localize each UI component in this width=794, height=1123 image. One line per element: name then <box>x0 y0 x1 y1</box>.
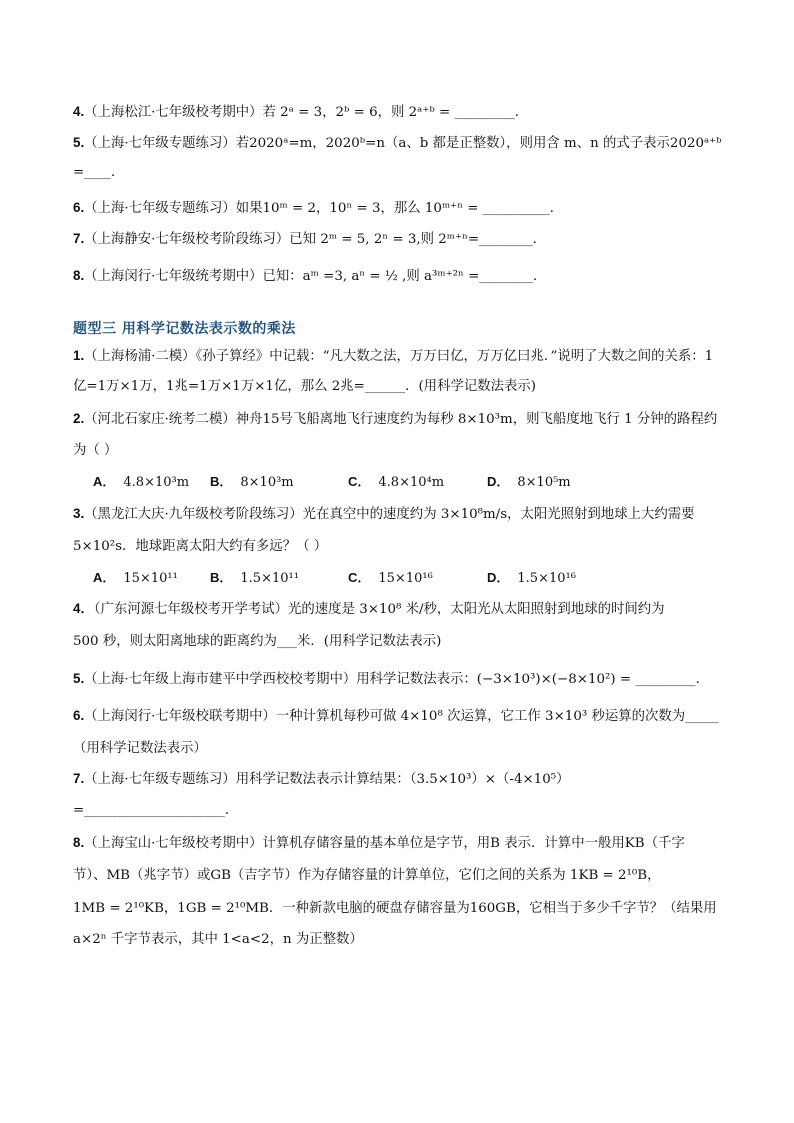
option-label: B． <box>210 474 233 489</box>
question-4-line <box>73 103 528 122</box>
q2-option-b <box>210 473 294 492</box>
q3-option-b <box>210 569 299 588</box>
s-question-8-cont-2 <box>73 899 717 918</box>
s-question-3-line <box>73 505 695 524</box>
section-heading: 题型三 用科学记数法表示数的乘法 <box>73 321 296 337</box>
question-number: 7. <box>73 231 85 246</box>
question-text: （河北石家庄·统考二模）神舟15号飞船离地飞行速度约为每秒 8×10³m，则飞船度地飞行 1 分钟的路程约 <box>84 412 718 427</box>
question-text: （上海·七年级专题练习）如果10ᵐ = 2，10ⁿ = 3，那么 10ᵐ⁺ⁿ = __________． <box>84 201 564 216</box>
question-text: （黑龙江大庆·九年级校考阶段练习）光在真空中的速度约为 3×10⁸m/s，太阳光照射到地球上大约需要 <box>84 507 695 522</box>
option-label: B． <box>210 570 233 585</box>
question-number: 4． <box>73 601 94 616</box>
question-text: =_____________________． <box>73 803 239 818</box>
option-label: C． <box>348 474 371 489</box>
option-text: 15×10¹⁶ <box>378 571 433 586</box>
question-text: （上海·七年级专题练习）若2020ᵃ=m，2020ᵇ=n（a、b 都是正整数），则用含 m、n 的式子表示2020ᵃ⁺ᵇ <box>84 136 722 151</box>
q3-option-d <box>487 569 576 588</box>
s-question-4-line <box>73 600 665 619</box>
question-number: 1. <box>73 348 85 363</box>
option-text: 4.8×10³m <box>123 475 190 490</box>
option-text: 8×10⁵m <box>517 475 571 490</box>
option-label: A． <box>93 474 116 489</box>
q2-option-a <box>93 473 189 492</box>
question-text: 节）、MB（兆字节）或GB（吉字节）作为存储容量的计算单位，它们之间的关系为 1KB = 2¹⁰B， <box>73 868 661 883</box>
question-number: 8. <box>73 835 85 850</box>
question-7-line <box>73 230 537 249</box>
question-number: 5. <box>73 671 85 686</box>
question-number: 8. <box>73 268 85 283</box>
question-number: 5. <box>73 135 85 150</box>
question-text: 500 秒，则太阳离地球的距离约为___米．(用科学记数法表示) <box>73 634 442 649</box>
question-5-cont-line <box>73 163 124 182</box>
question-text: （用科学记数法表示） <box>73 741 207 756</box>
s-question-5-line <box>73 670 709 689</box>
s-question-4-cont <box>73 632 441 651</box>
question-number: 4. <box>73 104 85 119</box>
option-text: 1.5×10¹⁶ <box>517 571 576 586</box>
question-6-line <box>73 199 563 218</box>
option-text: 15×10¹¹ <box>123 571 178 586</box>
s-question-6-line <box>73 707 719 726</box>
s-question-8-cont-1 <box>73 866 661 885</box>
option-label: D． <box>487 474 510 489</box>
s-question-6-cont <box>73 739 207 758</box>
question-text: a×2ⁿ 千字节表示，其中 1<a<2，n 为正整数） <box>73 932 363 947</box>
s-question-7-line <box>73 770 569 789</box>
s-question-1-line <box>73 347 713 366</box>
question-text: （上海松江·七年级校考期中）若 2ᵃ = 3，2ᵇ = 6，则 2ᵃ⁺ᵇ = _________． <box>84 105 529 120</box>
question-text: 1MB = 2¹⁰KB，1GB = 2¹⁰MB．一种新款电脑的硬盘存储容量为160GB，它相当于多少千字节？（结果用 <box>73 901 717 916</box>
question-text: 为（ ） <box>73 443 118 458</box>
option-text: 8×10³m <box>240 475 294 490</box>
question-number: 6. <box>73 200 85 215</box>
question-text: （上海杨浦·二模）《孙子算经》中记载：“凡大数之法，万万曰亿，万万亿曰兆．”说明了大数之间的关系：1 <box>84 349 714 364</box>
question-number: 3. <box>73 506 85 521</box>
option-label: D． <box>487 570 510 585</box>
question-text: 5×10²s．地球距离太阳大约有多远？（ ） <box>73 539 328 554</box>
q3-option-a <box>93 569 178 588</box>
question-text: （上海·七年级上海市建平中学西校校考期中）用科学记数法表示：(−3×10³)×(−8×10²) = _________． <box>84 672 709 687</box>
option-label: A． <box>93 570 116 585</box>
question-text: （上海·七年级专题练习）用科学记数法表示计算结果：（3.5×10³）×（-4×10⁵） <box>84 772 570 787</box>
question-number: 2. <box>73 411 85 426</box>
option-text: 4.8×10⁴m <box>378 475 445 490</box>
q2-option-c <box>348 473 444 492</box>
question-number: 7. <box>73 771 85 786</box>
q3-option-c <box>348 569 433 588</box>
s-question-8-line <box>73 834 685 853</box>
question-5-line <box>73 134 722 153</box>
s-question-1-cont <box>73 377 536 396</box>
option-text: 1.5×10¹¹ <box>240 571 299 586</box>
s-question-8-cont-3 <box>73 930 363 949</box>
s-question-7-cont <box>73 801 238 820</box>
question-text: 亿=1万×1万，1兆=1万×1万×1亿，那么 2兆=______．(用科学记数法表示) <box>73 379 537 394</box>
question-text: （上海宝山·七年级校考期中）计算机存储容量的基本单位是字节，用B 表示．计算中一般用KB（千字 <box>84 836 685 851</box>
question-text: （上海闵行·七年级统考期中）已知：aᵐ =3, aⁿ = ½ ,则 a³ᵐ⁺²ⁿ =________. <box>84 269 538 284</box>
q2-option-d <box>487 473 571 492</box>
question-text: =____． <box>73 165 125 180</box>
question-text: （上海静安·七年级校考阶段练习）已知 2ᵐ = 5, 2ⁿ = 3,则 2ᵐ⁺ⁿ=________. <box>84 232 537 247</box>
s-question-2-line <box>73 410 717 429</box>
question-number: 6. <box>73 708 85 723</box>
question-text: （广东河源七年级校考开学考试）光的速度是 3×10⁸ 米/秒，太阳光从太阳照射到地球的时间约为 <box>93 602 665 617</box>
s-question-2-cont <box>73 441 117 460</box>
option-label: C． <box>348 570 371 585</box>
question-8-line <box>73 267 537 286</box>
question-text: （上海闵行·七年级校联考期中）一种计算机每秒可做 4×10⁸ 次运算，它工作 3×10³ 秒运算的次数为_____ <box>84 709 719 724</box>
s-question-3-cont <box>73 537 327 556</box>
